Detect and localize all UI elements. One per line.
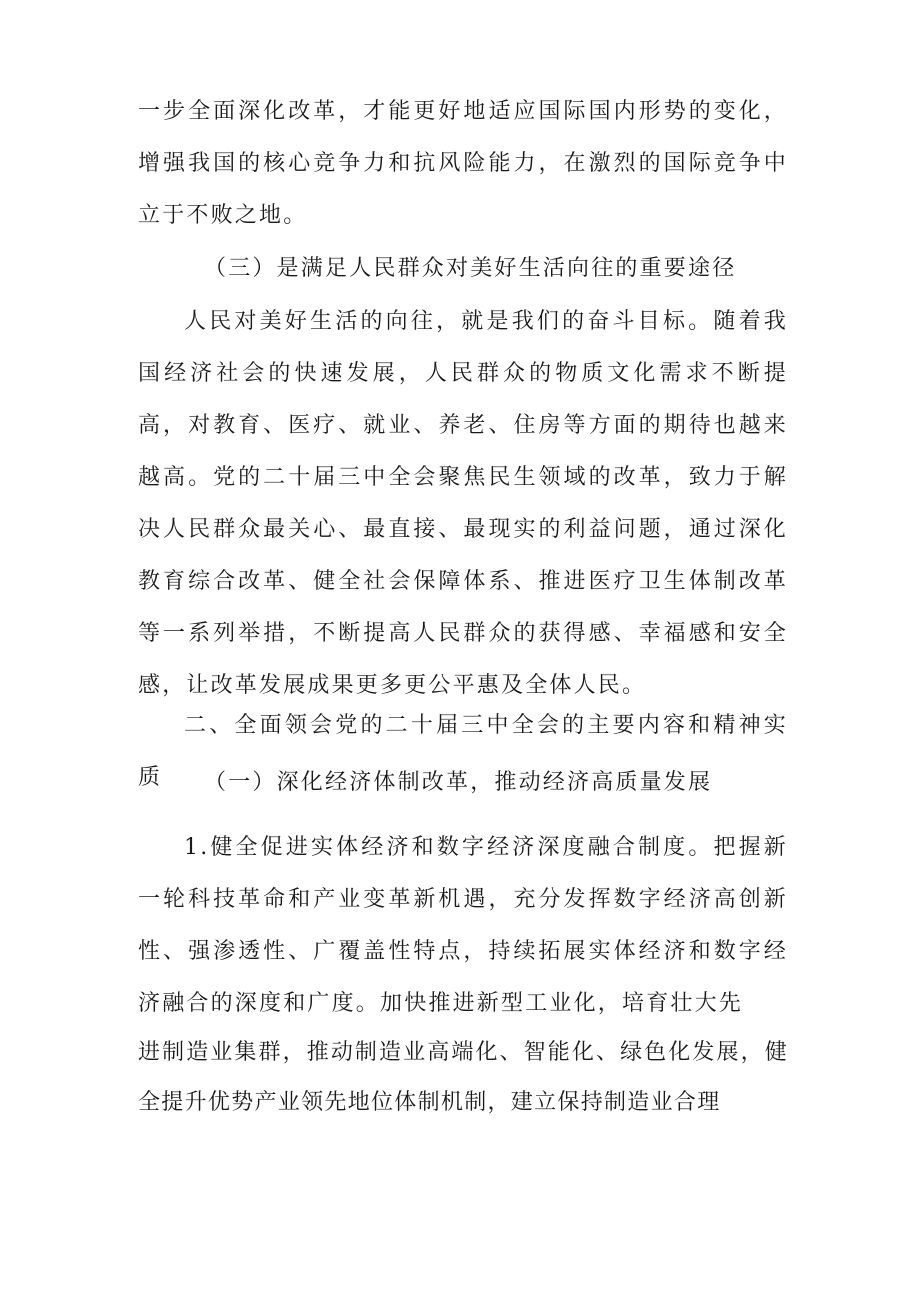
paragraph-people-livelihood: 人民对美好生活的向往，就是我们的奋斗目标。随着我国经济社会的快速发展，人民群众的物质文化需求不断提高，对教育、医疗、就业、养老、住房等方面的期待也越来越高。党的二十届三中全会聚焦民生领域的改革，致力于解决人民群众最关心、最直接、最现实的利益问题，通过深化教育综合改革、健全社会保障体系、推进医疗卫生体制改革等一系列举措，不断提高人民群众的获得感、幸福感和安全感，让改革发展成果更多更公平惠及全体人民。: [138, 309, 788, 698]
section-heading-three: （三）是满足人民群众对美好生活向往的重要途径: [204, 256, 737, 281]
chapter-heading-two: 二、全面领会党的二十届三中全会的主要内容和精神实质: [138, 713, 788, 790]
section-heading-one: （一）深化经济体制改革，推动经济高质量发展: [204, 770, 713, 795]
paragraph-digital-economy: 1.健全促进实体经济和数字经济深度融合制度。把握新一轮科技革命和产业变革新机遇，充分发挥数字经济高创新性、强渗透性、广覆盖性特点，持续拓展实体经济和数字经济融合的深度和广度。加快推进新型工业化，培育壮大先: [138, 835, 788, 1016]
paragraph-manufacturing: 进制造业集群，推动制造业高端化、智能化、绿色化发展，健全提升优势产业领先地位体制机制，建立保持制造业合理: [138, 1040, 788, 1115]
paragraph-continuation: 一步全面深化改革，才能更好地适应国际国内形势的变化，增强我国的核心竞争力和抗风险能力，在激烈的国际竞争中立于不败之地。: [138, 99, 788, 228]
